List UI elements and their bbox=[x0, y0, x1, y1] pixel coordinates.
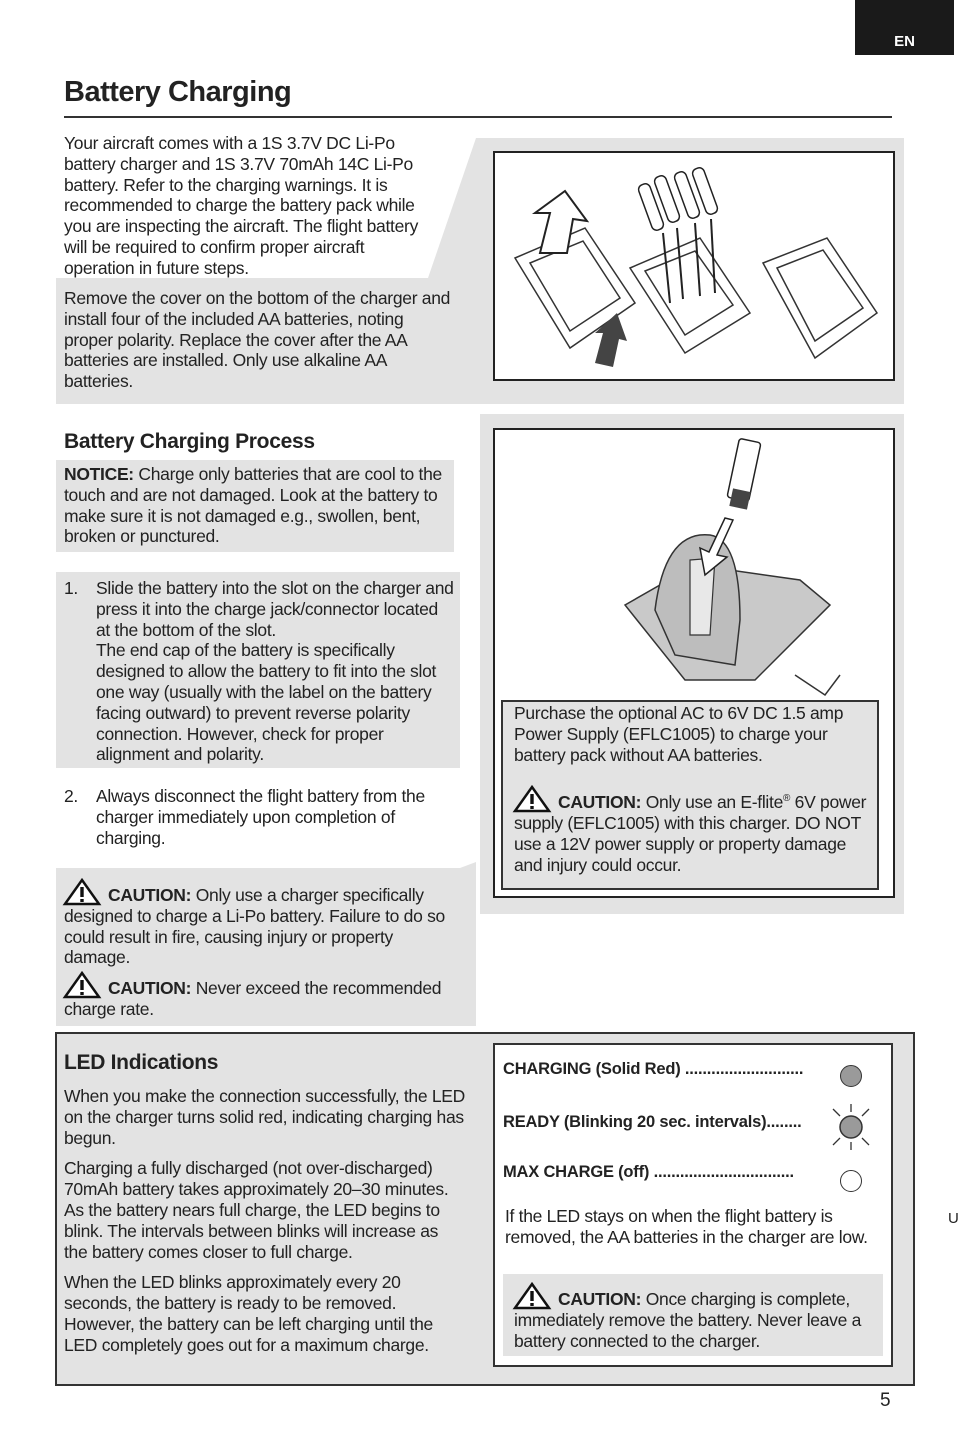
caution-label: CAUTION: bbox=[558, 1289, 642, 1309]
led-note: If the LED stays on when the flight battery is removed, the AA batteries in the charger are low. bbox=[505, 1206, 868, 1247]
page-number: 5 bbox=[880, 1390, 891, 1411]
step-2-number: 2. bbox=[64, 786, 78, 807]
caution-text: Only use an E-flite bbox=[641, 792, 784, 813]
led-off-icon bbox=[840, 1170, 862, 1192]
warning-triangle-icon bbox=[64, 879, 100, 905]
steps-list bbox=[64, 578, 456, 849]
process-heading: Battery Charging Process bbox=[64, 430, 315, 453]
step-1-text: Slide the battery into the slot on the charger and press it into the charge jack/connector located at the bottom of the slot. bbox=[96, 578, 454, 640]
language-label: EN bbox=[894, 33, 915, 50]
caution-text: Never exceed the recommended charge rate. bbox=[64, 978, 442, 1019]
charger-drawing bbox=[495, 430, 893, 710]
caution-label: CAUTION: bbox=[558, 792, 642, 813]
aa-install-illustration bbox=[493, 151, 895, 381]
led-state-ready: READY (Blinking 20 sec. intervals)........ bbox=[503, 1113, 802, 1131]
charger-back-drawing bbox=[495, 153, 893, 379]
caution-label: CAUTION: bbox=[108, 978, 192, 999]
notice-label: NOTICE: bbox=[64, 464, 134, 484]
notice-text-block bbox=[64, 464, 454, 547]
caution-text: Only use a charger specifically designed to charge a Li-Po battery. Failure to do so could result in fire, causing injury or property damage. bbox=[64, 885, 445, 968]
led-heading: LED Indications bbox=[64, 1051, 219, 1074]
title-rule bbox=[64, 116, 892, 118]
aa-install-figure bbox=[480, 138, 904, 404]
step-2 bbox=[64, 786, 456, 848]
power-supply-text-block bbox=[514, 703, 876, 876]
step-1-number: 1. bbox=[64, 578, 78, 598]
step-1-text-detail: The end cap of the battery is specifically designed to allow the battery to fit into the slot one way (usually with the label on the battery facing outward) to prevent reverse polarity connection. However, check for proper alignment and polarity. bbox=[96, 640, 437, 765]
caution-charger-block bbox=[64, 879, 458, 1020]
led-description bbox=[64, 1086, 466, 1356]
warning-triangle-icon bbox=[64, 972, 100, 998]
caution-text: 6V power supply (EFLC1005) with this charger. DO NOT use a 12V power supply or property damage and injury could occur. bbox=[514, 792, 867, 875]
led-state-charging: CHARGING (Solid Red) ........................... bbox=[503, 1060, 804, 1078]
intro-text: Your aircraft comes with a 1S 3.7V DC Li-Po battery charger and 1S 3.7V 70mAh 14C Li-Po battery. Refer to the charging warnings. It is recommended to charge the battery pack while you are inspecting the aircraft. The flight battery will be required to confirm proper aircraft operation in future steps. bbox=[64, 133, 419, 278]
led-caution-text-block bbox=[514, 1283, 876, 1351]
warning-triangle-icon bbox=[514, 786, 550, 812]
power-supply-text: Purchase the optional AC to 6V DC 1.5 amp Power Supply (EFLC1005) to charge your battery pack without AA batteries. bbox=[514, 703, 844, 765]
led-state-max-charge: MAX CHARGE (off) ................................ bbox=[503, 1163, 794, 1181]
aa-install-text: Remove the cover on the bottom of the charger and install four of the included AA batteries, noting proper polarity. Replace the cover after the AA batteries are installed. Only use alkaline AA batteries. bbox=[64, 288, 451, 392]
warning-triangle-icon bbox=[514, 1283, 550, 1309]
step-1 bbox=[64, 578, 456, 765]
caution-label: CAUTION: bbox=[108, 885, 192, 905]
notice-text: Charge only batteries that are cool to the touch and are not damaged. Look at the battery to make sure it is not damaged e.g., swollen, bent, broken or punctured. bbox=[64, 464, 442, 547]
led-text: Charging a fully discharged (not over-discharged) 70mAh battery takes approximately 20–30 minutes. As the battery nears full charge, the LED begins to blink. The intervals between blinks will increase as the battery comes closer to full charge. bbox=[64, 1158, 449, 1262]
page-title: Battery Charging bbox=[64, 76, 292, 108]
led-text: When you make the connection successfully, the LED on the charger turns solid red, indicating charging has begun. bbox=[64, 1086, 466, 1148]
led-text: When the LED blinks approximately every 20 seconds, the battery is ready to be removed. However, the battery can be left charging until the LED completely goes out for a maximum charge. bbox=[64, 1272, 433, 1355]
led-solid-icon bbox=[840, 1065, 862, 1087]
aa-install-paragraph bbox=[64, 288, 456, 392]
caution-text: Once charging is complete, immediately remove the battery. Never leave a battery connected to the charger. bbox=[514, 1289, 862, 1351]
step-2-text: Always disconnect the flight battery from the charger immediately upon completion of charging. bbox=[96, 786, 425, 848]
margin-mark: U bbox=[948, 1210, 959, 1227]
led-blinking-icon bbox=[828, 1104, 874, 1150]
language-tab bbox=[855, 0, 954, 55]
registered-mark: ® bbox=[783, 793, 791, 805]
